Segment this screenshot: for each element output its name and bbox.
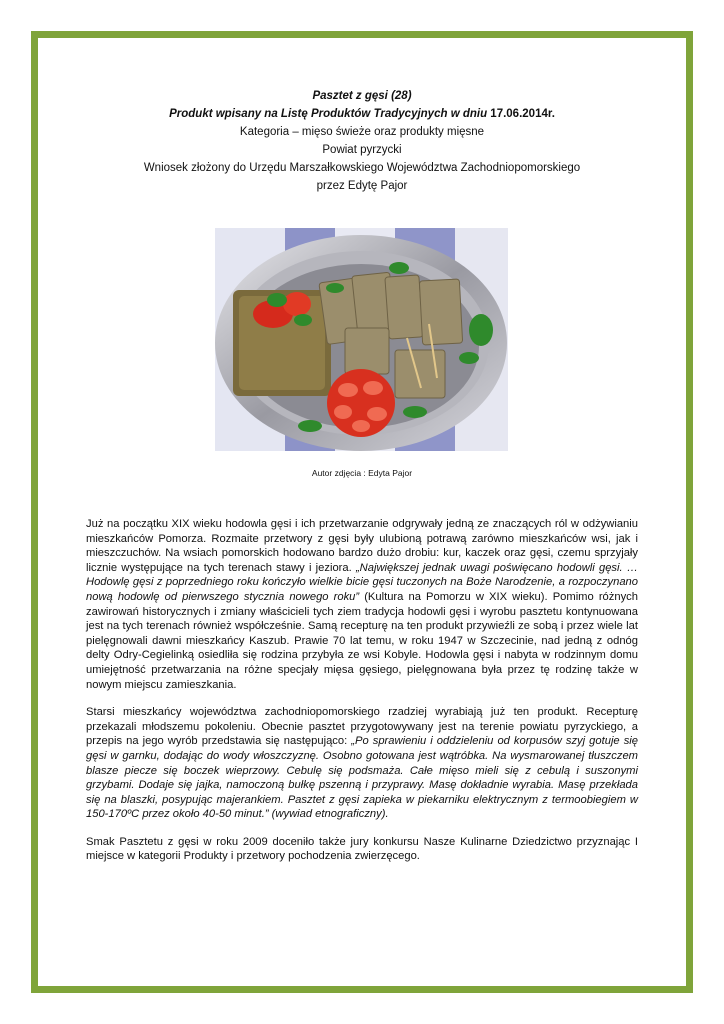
paragraph-recipe-quote: „Po sprawieniu i oddzieleniu od korpusów szyj gotuje się gęsi w garnku, dodając do wody włoszczyznę. Osobno gotowana jest wątróbka. Na wysmarowanej tłuszczem blasze piecze się boczek wieprzowy. Cebulę się podsmaża. Całe mięso mieli się z cebulą i suszonymi grzybami. Dodaje się jajka, namoczoną bułkę pszenną i przyprawy. Masę dokładnie wyrabia. Masę przekłada się na blaszki, posypując majerankiem. Pasztet z gęsi zapieka w piekarniku elektrycznym z termoobiegiem w 150-170ºC przez około 40-50 minut.” (wywiad etnograficzny).: [86, 735, 639, 821]
district-line: Powiat pyrzycki: [322, 144, 402, 156]
paragraph-history-quote: „Największej jednak uwagi poświęcano hodowli gęsi. … Hodowlę gęsi z poprzedniego roku kończyło wielkie bicie gęsi tuczonych na Boże Narodzenie, a rozpoczynano nową hodowlę od pierwszego stycznia nowego roku”: [86, 561, 638, 603]
category-line: Kategoria – mięso świeże oraz produkty mięsne: [239, 126, 485, 138]
product-title: Pasztet z gęsi (28): [312, 90, 412, 102]
pate-platter-image: [215, 228, 508, 451]
paragraph-history-text: Już na początku XIX wieku hodowla gęsi i ich przetwarzanie odgrywały jedną ze znaczących ról w odżywianiu mieszkańców Pomorza. Rozmaite przetwory z gęsi były ulubioną potrawą zarówno mieszkańców wsi, jak i mieszczuchów. Na wsiach pomorskich hodowano bardzo dużo drobiu: kur, kaczek oraz gęsi, czemu sprzyjały licznie występujące na tych terenach stawy i jeziora.: [86, 518, 638, 574]
paragraph-recipe-text: Starsi mieszkańcy województwa zachodniopomorskiego rzadziej wyrabiają już ten produkt. Recepturę przekazali młodszemu pokoleniu. Obecnie pasztet przygotowywany jest na terenie powiatu pyrzyckiego, a przepis na jego wyrób przedstawia się następująco:: [86, 706, 638, 748]
product-photo: [215, 228, 508, 451]
paragraph-history: [86, 517, 638, 692]
registration-line: [0, 105, 724, 123]
document-body: [86, 517, 638, 877]
registration-date: 17.06.2014r.: [487, 108, 555, 120]
paragraph-recipe: [86, 705, 638, 822]
registration-text: Produkt wpisany na Listę Produktów Tradycyjnych w dniu: [169, 108, 488, 120]
applicant-line: przez Edytę Pajor: [316, 180, 408, 192]
application-line: Wniosek złożony do Urzędu Marszałkowskiego Województwa Zachodniopomorskiego: [143, 162, 581, 174]
paragraph-history-text-cont: (Kultura na Pomorzu w XIX wieku). Pomimo różnych zawirowań historycznych i zmiany właścicieli tych ziem tradycja hodowli gęsi i wyrobu pasztetu kontynuowana jest na tych terenach również współcześnie. Samą recepturę na ten produkt przywieźli ze sobą i przez wiele lat pielęgnowali dawni mieszkańcy Kaszub. Prawie 70 lat temu, w roku 1947 w Szczecinie, nad jedną z odnóg delty Odry-Cegielinką osiedliła się rodzina przybyła ze wsi Kobyle. Hodowla gęsi i nabyta w rodzinnym domu umiejętność przetwarzania na różne specjały mięsa gęsiego, pielęgnowana była przez tę rodzinę także w nowym miejscu zamieszkania.: [86, 590, 638, 691]
photo-caption: Autor zdjęcia : Edyta Pajor: [311, 468, 413, 478]
document-header: [0, 87, 724, 195]
paragraph-award: Smak Pasztetu z gęsi w roku 2009 doceniło także jury konkursu Nasze Kulinarne Dziedzictwo przyznając I miejsce w kategorii Produkty i przetwory pochodzenia zwierzęcego.: [86, 835, 638, 863]
